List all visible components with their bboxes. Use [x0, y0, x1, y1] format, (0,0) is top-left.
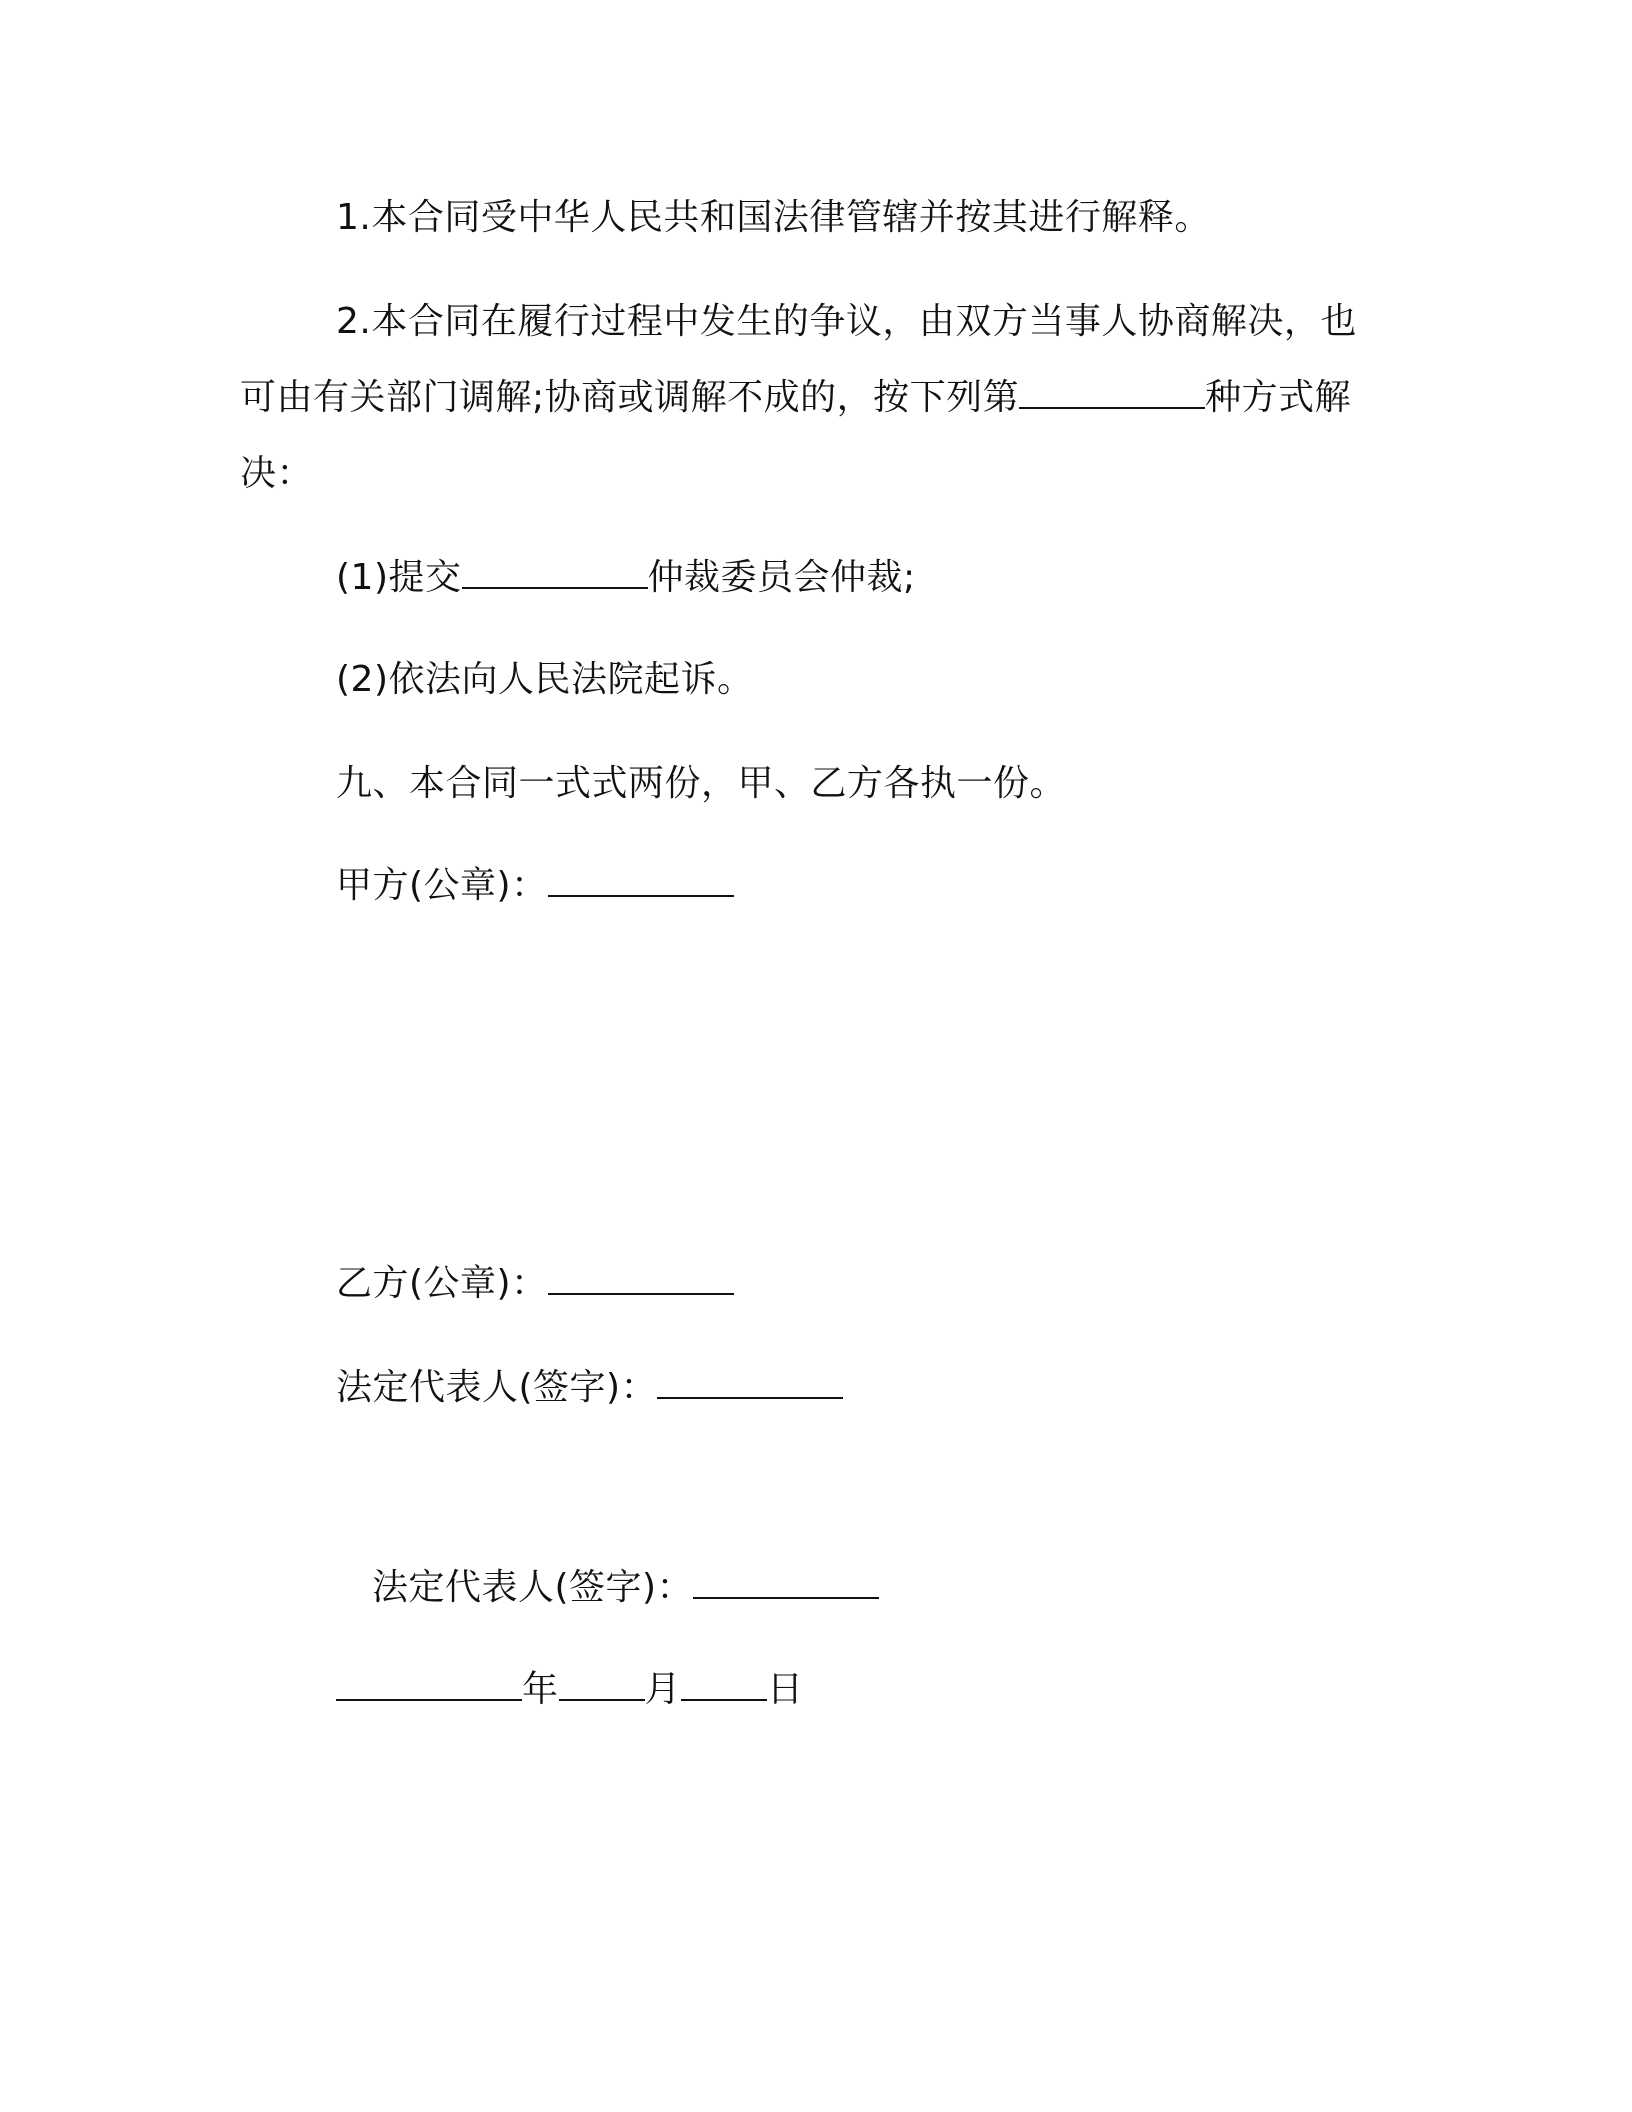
day-label: 日 [767, 1669, 804, 1710]
clause-9-text: 九、本合同一式式两份，甲、乙方各执一份。 [336, 763, 1067, 804]
year-blank[interactable] [336, 1669, 522, 1701]
party-b-label: 乙方(公章)： [336, 1263, 548, 1304]
legal-rep-2 [372, 1566, 879, 1610]
year-label: 年 [522, 1669, 559, 1710]
arbitration-commission-blank[interactable] [462, 557, 648, 589]
clause-2-line-1 [336, 300, 1357, 344]
option-1-suffix: 仲裁委员会仲裁; [647, 557, 916, 598]
clause-2-text-2a: 可由有关部门调解;协商或调解不成的，按下列第 [240, 377, 1020, 418]
day-blank[interactable] [681, 1669, 767, 1701]
clause-9 [336, 762, 1066, 806]
party-a-seal-blank[interactable] [548, 865, 734, 897]
legal-rep-2-signature-blank[interactable] [693, 1567, 879, 1599]
option-1-prefix: (1)提交 [336, 557, 462, 598]
clause-1-text: 1.本合同受中华人民共和国法律管辖并按其进行解释。 [336, 197, 1211, 238]
clause-2-text-1: 2.本合同在履行过程中发生的争议，由双方当事人协商解决，也 [336, 301, 1357, 342]
option-1 [336, 556, 916, 600]
legal-rep-2-label: 法定代表人(签字)： [372, 1567, 694, 1608]
option-2 [336, 658, 754, 702]
legal-rep-1 [336, 1366, 843, 1410]
clause-2-text-3: 决： [240, 453, 314, 494]
legal-rep-1-signature-blank[interactable] [657, 1367, 843, 1399]
party-a-seal [336, 864, 734, 908]
party-b-seal-blank[interactable] [548, 1263, 734, 1295]
method-number-blank[interactable] [1019, 377, 1205, 409]
month-label: 月 [644, 1669, 682, 1710]
legal-rep-1-label: 法定代表人(签字)： [336, 1367, 658, 1408]
clause-2-text-2b: 种方式解 [1205, 377, 1352, 418]
option-2-text: (2)依法向人民法院起诉。 [336, 659, 754, 700]
clause-1 [336, 196, 1211, 240]
date-line [336, 1668, 804, 1712]
party-b-seal [336, 1262, 734, 1306]
party-a-label: 甲方(公章)： [336, 865, 548, 906]
month-blank[interactable] [559, 1669, 645, 1701]
clause-2-line-3 [240, 452, 313, 496]
clause-2-line-2 [240, 376, 1351, 420]
